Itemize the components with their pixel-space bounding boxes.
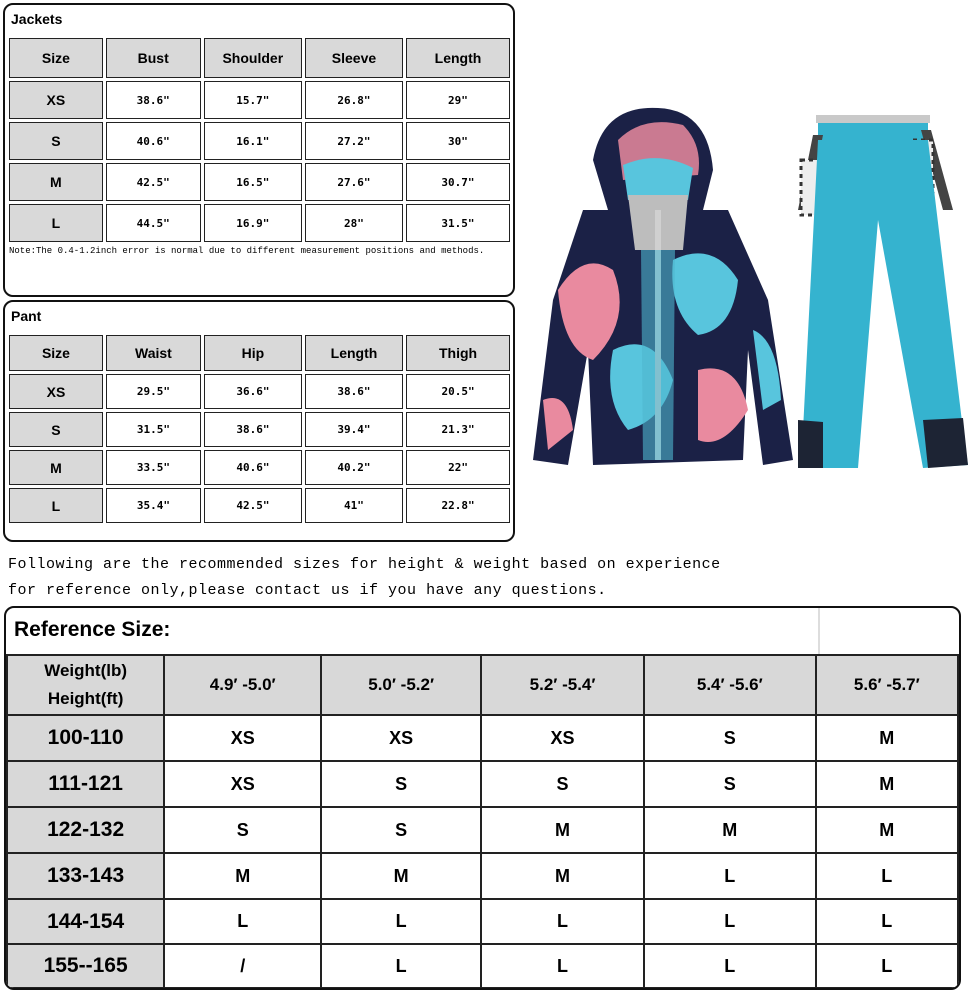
size-cell: S: [321, 761, 481, 807]
jackets-cell: 42.5": [106, 163, 201, 201]
jackets-note: Note:The 0.4-1.2inch error is normal due to different measurement positions and methods.: [9, 246, 485, 256]
jackets-cell: 44.5": [106, 204, 201, 242]
pants-icon: [798, 115, 968, 468]
pant-size-label: XS: [9, 374, 103, 409]
reference-corner-header: [7, 655, 164, 715]
jackets-cell: 40.6": [106, 122, 201, 160]
size-cell: S: [644, 715, 816, 761]
jackets-cell: 16.1": [204, 122, 302, 160]
reference-title: Reference Size:: [14, 618, 171, 641]
size-cell: M: [481, 853, 644, 899]
table-row: [7, 899, 958, 944]
size-cell: S: [644, 761, 816, 807]
jackets-cell: 29": [406, 81, 510, 119]
height-header: 4.9′ -5.0′: [164, 655, 321, 715]
weight-range: 100-110: [7, 715, 164, 761]
reference-table: [6, 654, 959, 989]
ski-suit-illustration: [523, 100, 968, 480]
pant-title: Pant: [11, 308, 42, 324]
pant-cell: 38.6": [204, 412, 302, 447]
pant-cell: 36.6": [204, 374, 302, 409]
size-cell: L: [816, 944, 958, 988]
size-cell: M: [816, 761, 958, 807]
jackets-cell: 16.9": [204, 204, 302, 242]
table-row: [7, 944, 958, 988]
size-cell: L: [481, 899, 644, 944]
pant-cell: 40.6": [204, 450, 302, 485]
jackets-size-label: XS: [9, 81, 103, 119]
table-row: [9, 412, 510, 447]
weight-range: 122-132: [7, 807, 164, 853]
pant-cell: 40.2": [305, 450, 403, 485]
table-row: [9, 374, 510, 409]
pant-header-thigh: Thigh: [406, 335, 510, 371]
size-cell: XS: [321, 715, 481, 761]
size-cell: L: [816, 853, 958, 899]
pant-cell: 22.8": [406, 488, 510, 523]
size-cell: M: [164, 853, 321, 899]
pant-cell: 29.5": [106, 374, 201, 409]
pant-cell: 42.5": [204, 488, 302, 523]
jackets-cell: 28": [305, 204, 403, 242]
pant-cell: 38.6": [305, 374, 403, 409]
jackets-cell: 30": [406, 122, 510, 160]
reference-title-divider: [818, 608, 820, 654]
pant-size-label: L: [9, 488, 103, 523]
table-row: [9, 122, 510, 160]
height-header: 5.6′ -5.7′: [816, 655, 958, 715]
pant-header-length: Length: [305, 335, 403, 371]
jackets-cell: 38.6": [106, 81, 201, 119]
jackets-size-chart: [3, 3, 515, 297]
weight-range: 155--165: [7, 944, 164, 988]
jackets-size-label: M: [9, 163, 103, 201]
height-label: Height(ft): [47, 689, 124, 708]
jackets-header-sleeve: Sleeve: [305, 38, 403, 78]
jackets-cell: 30.7": [406, 163, 510, 201]
pant-table: [6, 332, 513, 526]
table-row: [7, 853, 958, 899]
jackets-header-bust: Bust: [106, 38, 201, 78]
size-cell: S: [164, 807, 321, 853]
size-cell: L: [321, 899, 481, 944]
table-row: [9, 204, 510, 242]
pant-cell: 35.4": [106, 488, 201, 523]
jackets-size-label: L: [9, 204, 103, 242]
table-row: [9, 450, 510, 485]
pant-cell: 20.5": [406, 374, 510, 409]
size-cell: S: [481, 761, 644, 807]
jackets-cell: 27.2": [305, 122, 403, 160]
pant-cell: 39.4": [305, 412, 403, 447]
size-cell: L: [321, 944, 481, 988]
jacket-icon: [533, 108, 793, 465]
pant-size-label: S: [9, 412, 103, 447]
jackets-title: Jackets: [11, 11, 63, 27]
reference-size-chart: [4, 606, 961, 990]
pant-cell: 22": [406, 450, 510, 485]
size-cell: M: [321, 853, 481, 899]
jackets-header-length: Length: [406, 38, 510, 78]
jackets-cell: 27.6": [305, 163, 403, 201]
weight-range: 133-143: [7, 853, 164, 899]
pant-header-size: Size: [9, 335, 103, 371]
size-cell: XS: [481, 715, 644, 761]
jackets-size-label: S: [9, 122, 103, 160]
size-cell: M: [481, 807, 644, 853]
pant-cell: 21.3": [406, 412, 510, 447]
pant-header-hip: Hip: [204, 335, 302, 371]
size-recommendation-caption: [8, 552, 721, 604]
pant-cell: 41": [305, 488, 403, 523]
pant-size-chart: [3, 300, 515, 542]
jackets-header-shoulder: Shoulder: [204, 38, 302, 78]
jackets-header-size: Size: [9, 38, 103, 78]
table-row: [7, 807, 958, 853]
table-row: [7, 715, 958, 761]
jackets-cell: 15.7": [204, 81, 302, 119]
size-cell: L: [164, 899, 321, 944]
size-cell: M: [644, 807, 816, 853]
jackets-table: [6, 35, 513, 245]
size-cell: L: [644, 899, 816, 944]
size-cell: /: [164, 944, 321, 988]
pant-size-label: M: [9, 450, 103, 485]
pant-cell: 31.5": [106, 412, 201, 447]
weight-label: Weight(lb): [44, 661, 127, 680]
height-header: 5.0′ -5.2′: [321, 655, 481, 715]
table-row: [9, 81, 510, 119]
table-row: [9, 488, 510, 523]
table-row: [9, 163, 510, 201]
size-cell: M: [816, 715, 958, 761]
weight-range: 111-121: [7, 761, 164, 807]
table-row: [7, 761, 958, 807]
jackets-cell: 16.5": [204, 163, 302, 201]
jackets-cell: 26.8": [305, 81, 403, 119]
weight-range: 144-154: [7, 899, 164, 944]
height-header: 5.4′ -5.6′: [644, 655, 816, 715]
caption-line-2: for reference only,please contact us if you have any questions.: [8, 582, 607, 599]
size-cell: M: [816, 807, 958, 853]
jackets-cell: 31.5": [406, 204, 510, 242]
height-header: 5.2′ -5.4′: [481, 655, 644, 715]
size-cell: L: [644, 944, 816, 988]
pant-header-waist: Waist: [106, 335, 201, 371]
pant-cell: 33.5": [106, 450, 201, 485]
caption-line-1: Following are the recommended sizes for height & weight based on experience: [8, 556, 721, 573]
size-cell: L: [644, 853, 816, 899]
size-cell: S: [321, 807, 481, 853]
size-cell: XS: [164, 715, 321, 761]
size-cell: L: [481, 944, 644, 988]
size-cell: L: [816, 899, 958, 944]
size-cell: XS: [164, 761, 321, 807]
